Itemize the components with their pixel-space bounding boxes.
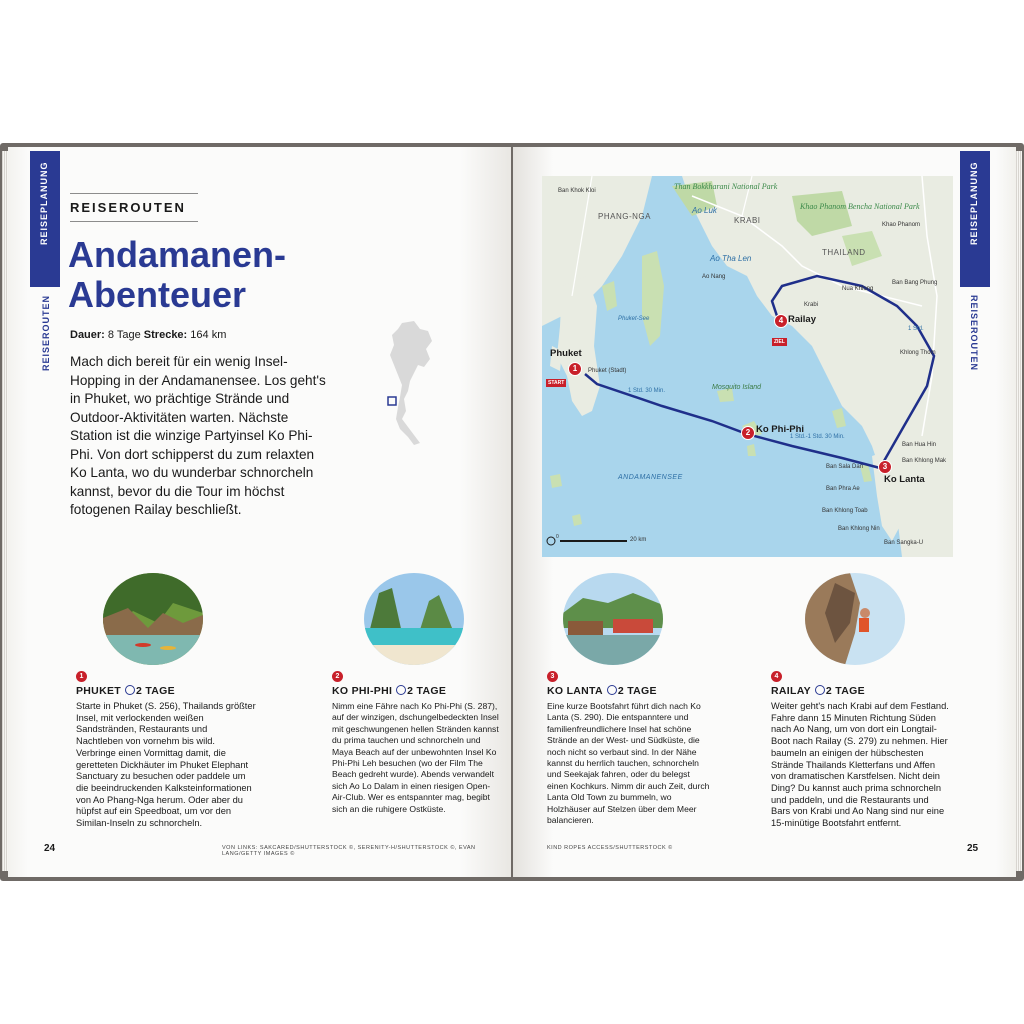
town-label: Ban Sala Dan — [826, 464, 864, 470]
right-page — [513, 147, 1016, 877]
trip-meta — [70, 329, 226, 341]
town-label: Krabi — [804, 302, 819, 308]
stop-name: KO LANTA — [547, 685, 603, 697]
map-shapes — [542, 176, 953, 557]
photo-credit-right: KIND ROPES ACCESS/SHUTTERSTOCK © — [547, 845, 673, 851]
stop-pin: 1 — [568, 362, 582, 376]
side-tab-label: REISEPLANUNG — [39, 161, 49, 245]
photo-railay-climber — [805, 573, 905, 665]
stop-label-map: Ko Lanta — [884, 474, 925, 485]
stop-name: PHUKET — [76, 685, 121, 697]
town-label: Nua Khlong — [842, 286, 874, 292]
photo-credit-left: VON LINKS: SAKCARED/SHUTTERSTOCK ©, SERENITY-H/SHUTTERSTOCK ©, EVAN LANG/GETTY IMAGES © — [222, 845, 476, 857]
stop-text: Eine kurze Bootsfahrt führt dich nach Ko Lanta (S. 290). Die entspanntere und familienfreundlichere Insel hat schöne Strände an der West- und Südküste, die noch nicht so verbaut sind. In der Nähe kannst du herrlich tauchen, schnorcheln und Seekajak fahren, oder du belegst einen Kochkurs. Nimm dir auch Zeit, durch Lanta Old Town zu bummeln, wo Holzhäuser auf Stelzen über dem Meer balancieren. — [547, 701, 710, 826]
ziel-flag: ZIEL — [774, 339, 785, 345]
clock-icon — [815, 685, 825, 695]
stop-number: 4 — [771, 671, 782, 682]
dauer-value: 8 Tage — [107, 329, 141, 341]
island-label: Mosquito Island — [712, 384, 762, 391]
stop-1-phuket — [76, 665, 256, 830]
stop-name: KO PHI-PHI — [332, 685, 393, 697]
stop-text: Weiter geht's nach Krabi auf dem Festland. Fahre dann 15 Minuten Richtung Süden nach Ao Nang, um von dort ein Longtail-Boot nach Railay (S. 279) zu nehmen. Hier baumeln an einigen der hübschesten Strände Thailands Kletterfans und Affen von dramatischen Karstfelsen. Nicht dein Ding? Du kannst auch prima schnorcheln und paddeln, und die Restaurants und Bars von Krabi und Ao Nang sind nur eine 15-minütige Bootsfahrt entfernt. — [771, 701, 949, 829]
clock-icon — [396, 685, 406, 695]
stop-label-map: Ko Phi-Phi — [756, 424, 805, 435]
route-map — [542, 176, 953, 557]
town-label: Ao Nang — [702, 274, 726, 280]
ferry-duration: 1 Std.-1 Std. 30 Min. — [790, 434, 845, 440]
strecke-value: 164 km — [190, 329, 227, 341]
stop-days: 2 TAGE — [135, 685, 175, 697]
stop-label-map: Phuket — [550, 348, 582, 359]
town-label: Ban Khok Kloi — [558, 188, 596, 194]
stop-days: 2 TAGE — [617, 685, 657, 697]
bay-label: Ao Luk — [692, 206, 717, 215]
town-label: Ban Khlong Toab — [822, 508, 868, 514]
town-label: Ban Khlong Nin — [838, 526, 880, 532]
town-label: Khlong Thom — [900, 350, 936, 356]
page-title — [68, 235, 368, 315]
scale-end: 20 km — [630, 537, 647, 543]
stop-number: 2 — [332, 671, 343, 682]
country-label: THAILAND — [822, 248, 866, 257]
park-label: Khao Phanom Bencha National Park — [800, 202, 920, 211]
ferry-duration: 1 Std. 30 Min. — [628, 388, 666, 394]
intro-text: Mach dich bereit für ein wenig Insel-Hopping in der Andamanensee. Los geht's in Phuket, wo prächtige Strände und Outdoor-Aktivitäten warten. Nächste Station ist die winzige Partyinsel Ko Phi-Phi. Von dort schipperst du zum relaxten Ko Lanta, wo du wunderbar schnorcheln kannst, bevor du die Tour im höchst fotogenen Railay beschließt. — [70, 354, 326, 517]
stop-days: 2 TAGE — [407, 685, 447, 697]
town-label: Ban Sangka-U — [884, 540, 924, 546]
stop-number: 3 — [547, 671, 558, 682]
town-label: Ban Khlong Mak — [902, 458, 947, 464]
page-number-right: 25 — [967, 843, 979, 854]
stop-pin: 4 — [774, 314, 788, 328]
stop-name: RAILAY — [771, 685, 811, 697]
strecke-label: Strecke: — [143, 329, 188, 341]
open-book — [0, 143, 1024, 883]
photo-ko-phi-phi-beach — [364, 573, 464, 665]
road-duration: 1 Std. — [908, 326, 924, 332]
stop-pin: 3 — [878, 460, 892, 474]
start-flag: START — [548, 380, 565, 386]
section-label: REISEROUTEN — [70, 193, 198, 222]
thailand-locator-map — [380, 319, 440, 449]
stop-3-ko-lanta — [547, 665, 713, 826]
stop-2-ko-phi-phi — [332, 665, 500, 815]
dauer-label: Dauer: — [70, 329, 105, 341]
photo-phuket-kayaks — [103, 573, 203, 665]
town-label: Ban Bang Phung — [892, 280, 938, 286]
town-label: Khao Phanom — [882, 222, 921, 228]
page-number-left: 24 — [44, 843, 56, 854]
bay-label: Ao Tha Len — [710, 254, 752, 263]
park-label: Than Bokkharani National Park — [674, 182, 778, 191]
town-label: Phuket (Stadt) — [588, 368, 627, 374]
stop-text: Starte in Phuket (S. 256), Thailands größter Insel, mit verlockenden weißen Sandstränden, Restaurants und Nachtleben von vornehm bis wild. Verbringe einen Vormittag damit, die geretteten Dickhäuter im Phuket Elephant Sanctuary zu besuchen oder paddele um die beeindruckenden Kalksteinformationen von Ao Phang-Nga herum. Oder aber du hüpfst auf ein Speedboat, um vor den Similan-Inseln zu schnorcheln. — [76, 701, 256, 829]
stop-4-railay — [771, 665, 949, 830]
region-label: KRABI — [734, 216, 761, 225]
stop-number: 1 — [76, 671, 87, 682]
stop-days: 2 TAGE — [825, 685, 865, 697]
title-text: Andamanen-Abenteuer — [68, 234, 287, 315]
town-label: Ban Hua Hin — [902, 442, 937, 448]
scale-start: 0 — [556, 534, 559, 540]
bay-label: Phuket-See — [618, 316, 650, 322]
photo-ko-lanta-stilt-houses — [563, 573, 663, 665]
side-sub-label: REISEROUTEN — [969, 295, 979, 372]
sea-label: ANDAMANENSEE — [618, 474, 683, 481]
side-tab-left — [30, 151, 60, 287]
clock-icon — [125, 685, 135, 695]
left-page — [8, 147, 511, 877]
stop-pin: 2 — [741, 426, 755, 440]
town-label: Ban Phra Ae — [826, 486, 860, 492]
side-tab-label: REISEPLANUNG — [969, 161, 979, 245]
stop-label-map: Railay — [788, 314, 816, 325]
region-label: PHANG-NGA — [598, 212, 651, 221]
clock-icon — [607, 685, 617, 695]
side-tab-right — [960, 151, 990, 287]
stop-text: Nimm eine Fähre nach Ko Phi-Phi (S. 287), auf der winzigen, dschungelbedeckten Insel mit geschwungenen hellen Stränden kannst du prima tauchen und schnorcheln und Maya Beach auf der unbewohnten Insel Ko Phi-Phi Leh besuchen (wo der Film The Beach gedreht wurde). Abends verwandelt sich Ao Lo Dalam in einen riesigen Open-Air-Club. Wer es entspannter mag, begibt sich an die ruhigere Ostküste. — [332, 701, 499, 814]
side-sub-label: REISEROUTEN — [41, 295, 51, 372]
